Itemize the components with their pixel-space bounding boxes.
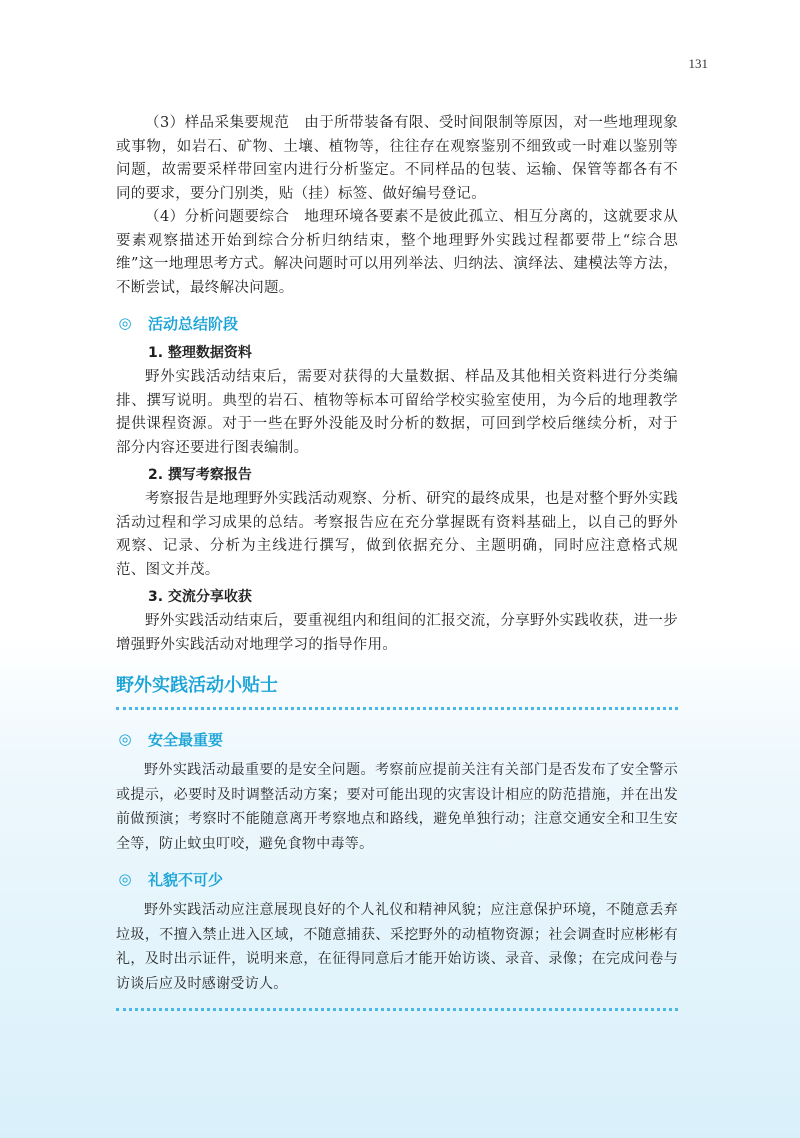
analysis-paragraph: （4）分析问题要综合 地理环境各要素不是彼此孤立、相互分离的，这就要求从要素观察描述开始到综合分析归纳结束，整个地理野外实践过程都要带上“综合思维”这一地理思考方式。解决问题时可以用列举法、归纳法、演绎法、建模法等方法，不断尝试，最终解决问题。: [116, 209, 678, 296]
bullseye-icon: ◎: [118, 730, 132, 748]
safety-title: 安全最重要: [148, 730, 224, 749]
bullseye-icon: ◎: [118, 870, 132, 888]
etiquette-title: 礼貌不可少: [148, 870, 224, 889]
tips-bottom-divider: [116, 1008, 678, 1011]
subsection-heading: 2. 撰写考察报告: [148, 467, 252, 483]
sampling-paragraph: （3）样品采集要规范 由于所带装备有限、受时间限制等原因，对一些地理现象或事物，如岩石、矿物、土壤、植物等，往往存在观察鉴别不细致或一时难以鉴别等问题，故需要采样带回室内进行分析鉴定。不同样品的包装、运输、保管等都各有不同的要求，要分门别类，贴（挂）标签、做好编号登记。: [116, 115, 678, 202]
subsection-text: 野外实践活动结束后，要重视组内和组间的汇报交流，分享野外实践收获，进一步增强野外实践活动对地理学习的指导作用。: [116, 613, 678, 653]
tips-title: 野外实践活动小贴士: [116, 675, 278, 696]
bullseye-icon: ◎: [118, 314, 132, 332]
safety-heading: [116, 728, 678, 750]
subsection-text: 考察报告是地理野外实践活动观察、分析、研究的最终成果，也是对整个野外实践活动过程和学习成果的总结。考察报告应在充分掌握既有资料基础上，以自己的野外观察、记录、分析为主线进行撰写，做到依据充分、主题明确，同时应注意格式规范、图文并茂。: [116, 491, 678, 578]
safety-text: 野外实践活动最重要的是安全问题。考察前应提前关注有关部门是否发布了安全警示或提示，必要时及时调整活动方案；要对可能出现的灾害设计相应的防范措施，并在出发前做预演；考察时不能随意离开考察地点和路线，避免单独行动；注意交通安全和卫生安全等，防止蚊虫叮咬，避免食物中毒等。: [116, 762, 678, 852]
etiquette-text: 野外实践活动应注意展现良好的个人礼仪和精神风貌；应注意保护环境，不随意丢弃垃圾，不擅入禁止进入区域，不随意捕获、采挖野外的动植物资源；社会调查时应彬彬有礼，及时出示证件，说明来意，在征得同意后才能开始访谈、录音、录像；在完成问卷与访谈后应及时感谢受访人。: [116, 902, 678, 992]
summary-section-title: 活动总结阶段: [148, 314, 239, 333]
summary-section-heading: [116, 312, 678, 334]
etiquette-heading: [116, 868, 678, 890]
subsection-text: 野外实践活动结束后，需要对获得的大量数据、样品及其他相关资料进行分类编排、撰写说明。典型的岩石、植物等标本可留给学校实验室使用，为今后的地理教学提供课程资源。对于一些在野外没能及时分析的数据，可回到学校后继续分析，对于部分内容还要进行图表编制。: [116, 369, 678, 456]
subsection-heading: 3. 交流分享收获: [148, 589, 252, 605]
page-number: 131: [688, 56, 708, 71]
page-content: [116, 112, 678, 1011]
tips-box: [116, 710, 678, 996]
subsection-heading: 1. 整理数据资料: [148, 345, 252, 361]
